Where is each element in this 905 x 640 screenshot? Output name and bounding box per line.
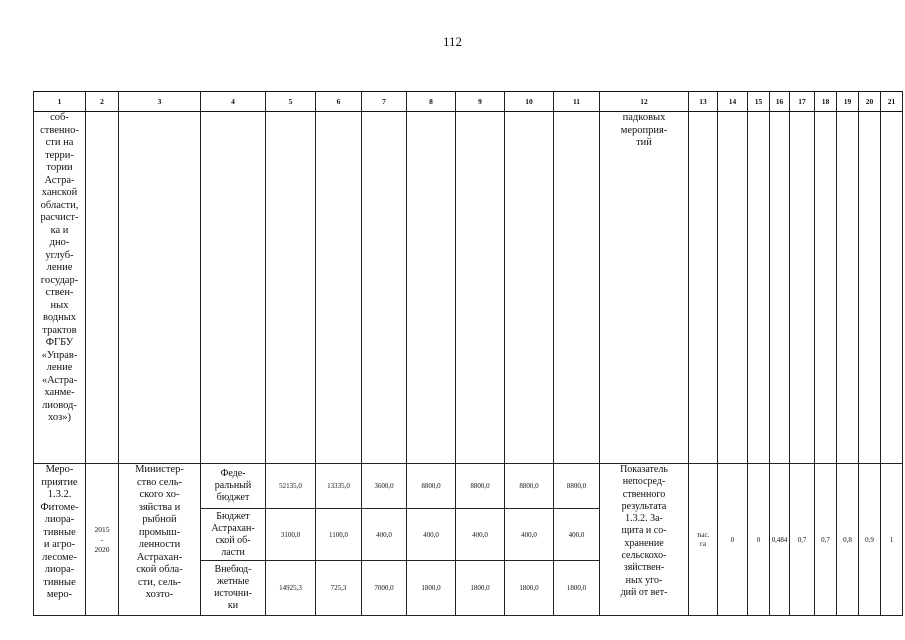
column-number: 8 <box>407 92 456 112</box>
indicator-description-continued: падковых мероприя- тий <box>600 112 689 464</box>
column-number: 10 <box>505 92 554 112</box>
column-number: 15 <box>748 92 770 112</box>
column-number: 7 <box>362 92 407 112</box>
funding-value: 14925,3 <box>266 561 316 616</box>
column-number: 11 <box>554 92 600 112</box>
funding-source: Бюджет Астрахан- ской об- ласти <box>201 509 266 561</box>
column-number: 9 <box>456 92 505 112</box>
column-number: 2 <box>86 92 119 112</box>
indicator-description: Показатель непосред- ственного результата 1.3.2. За- щита и со- хранение сельскохо- зяйствен- ных уго- дий от вет- <box>600 464 689 616</box>
target-value: 0 <box>748 464 770 616</box>
executor: Министер- ство сель- ского хо- зяйства и рыбной промыш- ленности Астрахан- ской обла- сти, сель- хозто- <box>119 464 201 616</box>
funding-value: 400,0 <box>407 509 456 561</box>
target-value: 0,9 <box>859 464 881 616</box>
funding-value: 1800,0 <box>554 561 600 616</box>
event-description-continued: соб- ственно- сти на терри- тории Астра- ханской области, расчист- ка и дно- углуб- ление государ- ствен- ных водных трактов ФГБУ «Управ- ление «Астра- ханме- лиовод- хоз») <box>34 112 86 464</box>
table-row <box>34 464 903 509</box>
column-number: 13 <box>689 92 718 112</box>
column-number: 14 <box>718 92 748 112</box>
funding-value: 8800,0 <box>505 464 554 509</box>
funding-value: 3600,0 <box>362 464 407 509</box>
page-number: 112 <box>442 34 463 49</box>
target-value: 0,7 <box>790 464 815 616</box>
program-table <box>33 91 903 616</box>
funding-value: 8800,0 <box>554 464 600 509</box>
column-number: 17 <box>790 92 815 112</box>
funding-value: 725,3 <box>316 561 362 616</box>
target-value: 0 <box>718 464 748 616</box>
column-number: 5 <box>266 92 316 112</box>
column-number: 21 <box>881 92 903 112</box>
column-number: 20 <box>859 92 881 112</box>
table-row <box>34 112 903 464</box>
funding-value: 7000,0 <box>362 561 407 616</box>
funding-value: 400,0 <box>505 509 554 561</box>
target-value: 0,8 <box>837 464 859 616</box>
funding-value: 8800,0 <box>407 464 456 509</box>
target-value: 0,7 <box>815 464 837 616</box>
funding-value: 1800,0 <box>456 561 505 616</box>
column-number: 4 <box>201 92 266 112</box>
funding-source: Феде- ральный бюджет <box>201 464 266 509</box>
column-number: 12 <box>600 92 689 112</box>
funding-value: 1800,0 <box>505 561 554 616</box>
event-name: Меро- приятие 1.3.2. Фитоме- лиора- тивные и агро- лесоме- лиора- тивные меро- <box>34 464 86 616</box>
column-number-row <box>34 92 903 112</box>
unit: тыс. га <box>689 464 718 616</box>
column-number: 19 <box>837 92 859 112</box>
column-number: 3 <box>119 92 201 112</box>
funding-source: Внебюд- жетные источни- ки <box>201 561 266 616</box>
funding-value: 8800,0 <box>456 464 505 509</box>
column-number: 16 <box>770 92 790 112</box>
years: 2015 - 2020 <box>86 464 119 616</box>
column-number: 1 <box>34 92 86 112</box>
column-number: 6 <box>316 92 362 112</box>
funding-value: 400,0 <box>362 509 407 561</box>
funding-value: 52135,0 <box>266 464 316 509</box>
funding-value: 3100,0 <box>266 509 316 561</box>
funding-value: 400,0 <box>456 509 505 561</box>
funding-value: 13335,0 <box>316 464 362 509</box>
funding-value: 1100,0 <box>316 509 362 561</box>
column-number: 18 <box>815 92 837 112</box>
target-value: 1 <box>881 464 903 616</box>
funding-value: 1800,0 <box>407 561 456 616</box>
funding-value: 400,0 <box>554 509 600 561</box>
target-value: 0,484 <box>770 464 790 616</box>
